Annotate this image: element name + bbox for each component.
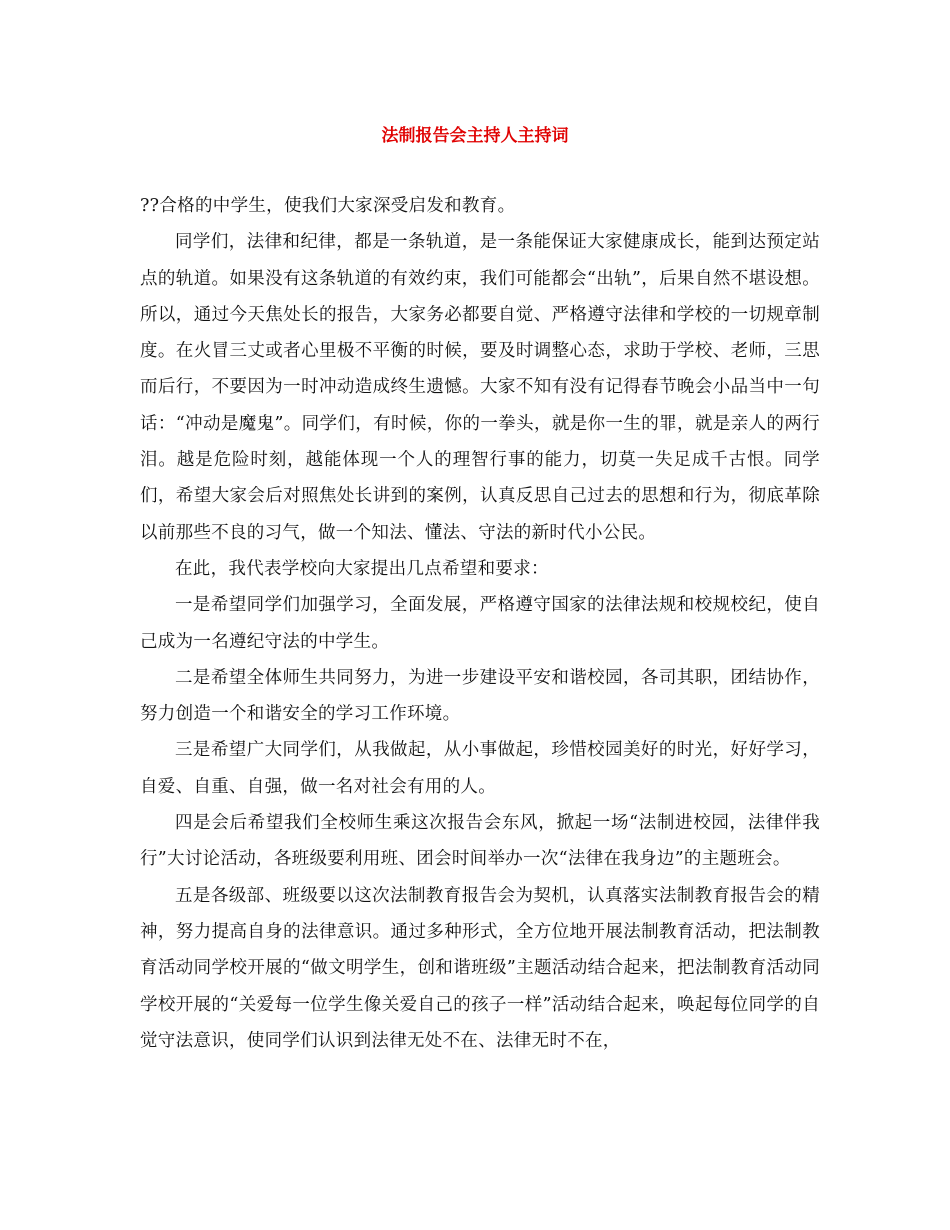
paragraph-requirement-four: 四是会后希望我们全校师生乘这次报告会东风，掀起一场“法制进校园，法律伴我行”大讨论活动，各班级要利用班、团会时间举办一次“法律在我身边”的主题班会。 — [140, 813, 820, 870]
paragraph-requirements-intro: 在此，我代表学校向大家提出几点希望和要求： — [175, 558, 549, 579]
paragraph-requirement-five: 五是各级部、班级要以这次法制教育报告会为契机，认真落实法制教育报告会的精神，努力提高自身的法律意识。通过多种形式，全方位地开展法制教育活动，把法制教育活动同学校开展的“做文明学生，创和谐班级”主题活动结合起来，把法制教育活动同学校开展的“关爱每一位学生像关爱自己的孩子一样”活动结合起来，唤起每位同学的自觉守法意识，使同学们认识到法律无处不在、法律无时不在， — [140, 885, 820, 1051]
paragraph-requirement-two: 二是希望全体师生共同努力，为进一步建设平安和谐校园，各司其职，团结协作，努力创造一个和谐安全的学习工作环境。 — [140, 667, 820, 725]
paragraph-intro: ??合格的中学生，使我们大家深受启发和教育。 — [140, 196, 516, 216]
document-title: 法制报告会主持人主持词 — [381, 126, 569, 146]
paragraph-requirement-three: 三是希望广大同学们，从我做起，从小事做起，珍惜校园美好的时光，好好学习，自爱、自重、自强，做一名对社会有用的人。 — [140, 740, 820, 797]
paragraph-law-discipline: 同学们，法律和纪律，都是一条轨道，是一条能保证大家健康成长，能到达预定站点的轨道。如果没有这条轨道的有效约束，我们可能都会“出轨”，后果自然不堪设想。所以，通过今天焦处长的报告，大家务必都要自觉、严格遵守法律和学校的一切规章制度。在火冒三丈或者心里极不平衡的时候，要及时调整心态，求助于学校、老师，三思而后行，不要因为一时冲动造成终生遗憾。大家不知有没有记得春节晚会小品当中一句话：“冲动是魔鬼”。同学们，有时候，你的一拳头，就是你一生的罪，就是亲人的两行泪。越是危险时刻，越能体现一个人的理智行事的能力，切莫一失足成千古恨。同学们，希望大家会后对照焦处长讲到的案例，认真反思自己过去的思想和行为，彻底革除以前那些不良的习气，做一个知法、懂法、守法的新时代小公民。 — [140, 232, 820, 543]
document-body — [140, 188, 820, 1059]
paragraph-requirement-one: 一是希望同学们加强学习，全面发展，严格遵守国家的法律法规和校规校纪，使自己成为一名遵纪守法的中学生。 — [140, 595, 820, 652]
